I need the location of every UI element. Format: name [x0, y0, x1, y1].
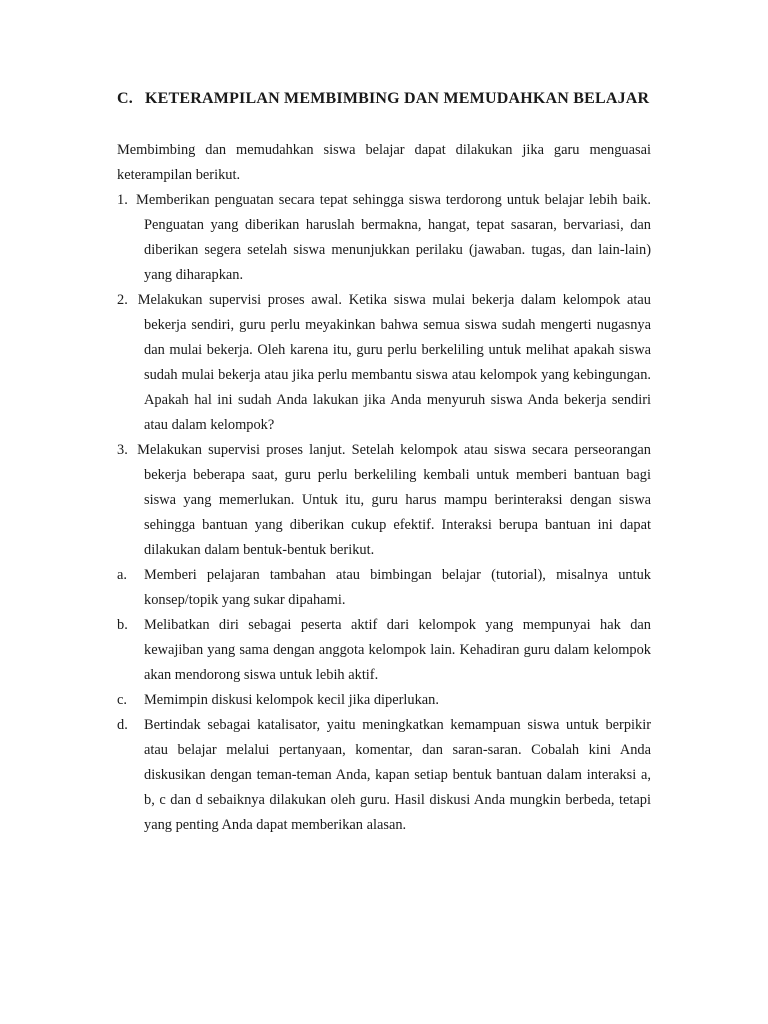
section-title: KETERAMPILAN MEMBIMBING DAN MEMUDAHKAN BELAJAR	[145, 90, 650, 107]
numbered-item-1	[117, 188, 651, 288]
item-letter: c.	[117, 692, 127, 708]
item-text: Memberikan penguatan secara tepat sehingga siswa terdorong untuk belajar lebih baik. Penguatan yang diberikan haruslah bermakna, hangat, tepat sasaran, bervariasi, dan diberikan segera setelah siswa menunjukkan perilaku (jawaban. tugas, dan lain-lain) yang diharapkan.	[136, 192, 651, 283]
lettered-item-c	[117, 688, 651, 713]
item-letter: b.	[117, 617, 128, 633]
item-text: Memberi pelajaran tambahan atau bimbingan belajar (tutorial), misalnya untuk konsep/topik yang sukar dipahami.	[144, 567, 651, 608]
item-letter: d.	[117, 717, 128, 733]
item-letter: a.	[117, 567, 127, 583]
numbered-item-2	[117, 288, 651, 438]
item-text: Melibatkan diri sebagai peserta aktif dari kelompok yang mempunyai hak dan kewajiban yang sama dengan anggota kelompok lain. Kehadiran guru dalam kelompok akan mendorong siswa untuk lebih aktif.	[144, 617, 651, 683]
lettered-item-b	[117, 613, 651, 688]
lettered-item-d	[117, 713, 651, 838]
item-text: Memimpin diskusi kelompok kecil jika diperlukan.	[144, 692, 439, 708]
lettered-list	[117, 563, 651, 838]
lettered-item-a	[117, 563, 651, 613]
item-text: Melakukan supervisi proses lanjut. Setelah kelompok atau siswa secara perseorangan bekerja beberapa saat, guru perlu berkeliling kembali untuk memberi bantuan bagi siswa yang memerlukan. Untuk itu, guru harus mampu berinteraksi dengan siswa sehingga bantuan yang diberikan cukup efektif. Interaksi berupa bantuan ini dapat dilakukan dalam bentuk-bentuk berikut.	[137, 442, 651, 558]
numbered-item-3	[117, 438, 651, 563]
intro-paragraph: Membimbing dan memudahkan siswa belajar dapat dilakukan jika garu menguasai keterampilan berikut.	[117, 142, 651, 183]
item-text: Bertindak sebagai katalisator, yaitu meningkatkan kemampuan siswa untuk berpikir atau belajar melalui pertanyaan, komentar, dan saran-saran. Cobalah kini Anda diskusikan dengan teman-teman Anda, kapan setiap bentuk bantuan dalam interaksi a, b, c dan d sebaiknya dilakukan oleh guru. Hasil diskusi Anda mungkin berbeda, tetapi yang penting Anda dapat memberikan alasan.	[144, 717, 651, 833]
item-text: Melakukan supervisi proses awal. Ketika siswa mulai bekerja dalam kelompok atau bekerja sendiri, guru perlu meyakinkan bahwa semua siswa sudah mengerti nugasnya dan mulai bekerja. Oleh karena itu, guru perlu berkeliling untuk melihat apakah siswa sudah mulai bekerja atau jika perlu membantu siswa atau kelompok yang kebingungan. Apakah hal ini sudah Anda lakukan jika Anda menyuruh siswa Anda bekerja sendiri atau dalam kelompok?	[137, 292, 651, 433]
item-number: 3.	[117, 442, 128, 458]
section-heading	[117, 84, 651, 114]
document-page	[117, 84, 651, 838]
section-letter: C.	[117, 90, 133, 107]
item-number: 1.	[117, 192, 128, 208]
numbered-list	[117, 188, 651, 563]
item-number: 2.	[117, 292, 128, 308]
